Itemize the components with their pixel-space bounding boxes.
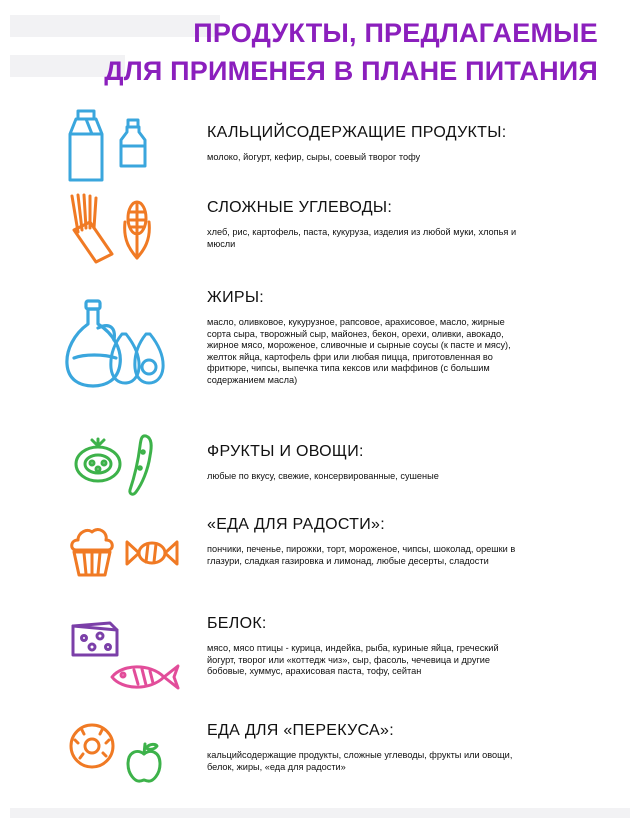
section-fats <box>207 289 607 387</box>
page-title-line-2: ДЛЯ ПРИМЕНЕЯ В ПЛАНЕ ПИТАНИЯ <box>104 56 598 86</box>
page-title-line-1: ПРОДУКТЫ, ПРЕДЛАГАЕМЫЕ <box>193 18 598 48</box>
fish-icon <box>108 660 182 694</box>
donut-icon <box>66 722 118 770</box>
cucumber-icon <box>126 432 156 498</box>
section-protein <box>207 615 607 678</box>
section-carbs <box>207 199 607 250</box>
pasta-icon <box>64 192 116 264</box>
section-text: мясо, мясо птицы - курица, индейка, рыба, куриные яйца, греческий йогурт, творог или «коттедж чиз», сыр, фасоль, чечевица и другие бобовые, хуммус, арахисовая паста, тофу, сейтан <box>207 643 499 677</box>
avocado-icon <box>108 330 166 386</box>
section-heading: БЕЛОК: <box>207 615 267 632</box>
section-heading: ЕДА ДЛЯ «ПЕРЕКУСА»: <box>207 722 394 739</box>
bottom-placeholder-bar <box>10 808 630 818</box>
section-food-for-joy <box>207 516 607 567</box>
section-text: кальцийсодержащие продукты, сложные углеводы, фрукты или овощи, белок, жиры, «еда для радости» <box>207 750 513 772</box>
section-text: масло, оливковое, кукурузное, рапсовое, арахисовое, масло, жирные сорта сыра, творожный сыр, майонез, бекон, орехи, оливки, авокадо, жирное мясо, мороженое, сливочные и сырные соусы (к пасте и мясу), желток яйца, картофель фри или любая пицца, приготовленная во фритюре, чипсы, выпечка типа кексов или маффинов (с большим содержанием масла) <box>207 317 511 385</box>
corn-icon <box>120 196 154 262</box>
cupcake-icon <box>68 522 116 578</box>
section-text: молоко, йогурт, кефир, сыры, соевый творог тофу <box>207 152 421 162</box>
section-text: любые по вкусу, свежие, консервированные, сушеные <box>207 471 439 481</box>
page-title <box>104 14 598 90</box>
section-calcium <box>207 124 607 164</box>
section-heading: СЛОЖНЫЕ УГЛЕВОДЫ: <box>207 199 393 216</box>
candy-icon <box>124 536 180 570</box>
tomato-icon <box>72 436 124 484</box>
section-fruits-vegetables <box>207 443 607 483</box>
cheese-icon <box>70 620 120 658</box>
milk-carton-icon <box>66 108 106 184</box>
section-heading: «ЕДА ДЛЯ РАДОСТИ»: <box>207 516 385 533</box>
section-heading: КАЛЬЦИЙСОДЕРЖАЩИЕ ПРОДУКТЫ: <box>207 124 507 141</box>
section-heading: ЖИРЫ: <box>207 289 265 306</box>
milk-bottle-icon <box>118 118 148 170</box>
section-snack <box>207 722 607 773</box>
section-text: хлеб, рис, картофель, паста, кукуруза, изделия из любой муки, хлопья и мюсли <box>207 227 517 249</box>
section-text: пончики, печенье, пирожки, торт, мороженое, чипсы, шоколад, орешки в глазури, сладкая газировка и лимонад, любые десерты, сладости <box>207 544 516 566</box>
apple-icon <box>124 740 164 784</box>
section-heading: ФРУКТЫ И ОВОЩИ: <box>207 443 364 460</box>
